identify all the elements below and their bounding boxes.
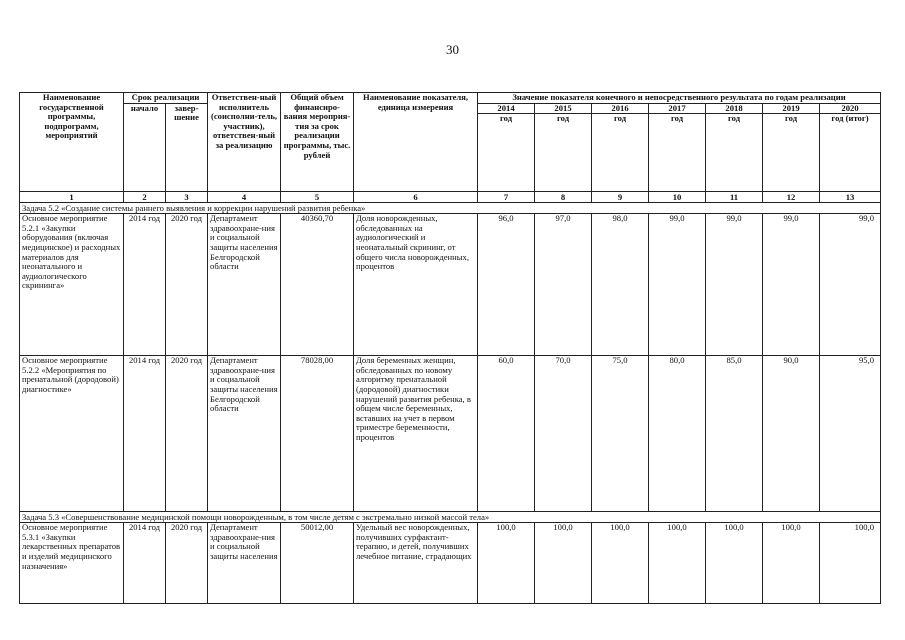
table-row bbox=[20, 523, 881, 604]
header-year-unit: год bbox=[649, 114, 706, 192]
value-cell: 100,0 bbox=[763, 523, 820, 604]
value-cell: 100,0 bbox=[592, 523, 649, 604]
table-row bbox=[20, 214, 881, 356]
header-year: 2015 bbox=[535, 103, 592, 114]
header-period: Срок реализации bbox=[124, 93, 208, 104]
header-funding: Общий объем финансиро-вания мероприя-тия за срок реализации программы, тыс. рублей bbox=[281, 93, 354, 192]
value-cell: 99,0 bbox=[763, 214, 820, 356]
value-cell: 85,0 bbox=[706, 356, 763, 512]
indicator: Удельный вес новорожденных, получивших сурфактант-терапию, и детей, получивших лечебное питание, страдающих bbox=[354, 523, 478, 604]
value-cell: 100,0 bbox=[706, 523, 763, 604]
end-year: 2020 год bbox=[166, 356, 208, 512]
value-cell: 90,0 bbox=[763, 356, 820, 512]
start-year: 2014 год bbox=[124, 523, 166, 604]
executor: Департамент здравоохране-ния и социальной защиты населения Белгородской области bbox=[208, 214, 281, 356]
column-number: 13 bbox=[820, 192, 881, 203]
value-cell: 99,0 bbox=[820, 214, 881, 356]
header-executor: Ответствен-ный исполнитель (соисполни-тель, участник), ответствен-ный за реализацию bbox=[208, 93, 281, 192]
value-cell: 99,0 bbox=[706, 214, 763, 356]
column-number: 9 bbox=[592, 192, 649, 203]
event-name: Основное мероприятие 5.2.1 «Закупки оборудования (включая медицинское) и расходных материалов для неонатального и аудиологического скрининга» bbox=[20, 214, 124, 356]
column-number: 3 bbox=[166, 192, 208, 203]
header-year-unit: год bbox=[763, 114, 820, 192]
column-number: 4 bbox=[208, 192, 281, 203]
column-number: 11 bbox=[706, 192, 763, 203]
header-year-unit: год (итог) bbox=[820, 114, 881, 192]
indicator: Доля беременных женщин, обследованных по новому алгоритму пренатальной (дородовой) диагностики нарушений развития ребенка, в общем числе беременных, вставших на учет в первом триместре беременности, процентов bbox=[354, 356, 478, 512]
task-title: Задача 5.2 «Создание системы раннего выявления и коррекции нарушений развития ребенка» bbox=[20, 203, 881, 214]
indicator: Доля новорожденных, обследованных на аудиологический и неонатальный скрининг, от общего числа новорожденных, процентов bbox=[354, 214, 478, 356]
header-year: 2017 bbox=[649, 103, 706, 114]
header-year: 2016 bbox=[592, 103, 649, 114]
header-name: Наименование государственной программы, подпрограмм, мероприятий bbox=[20, 93, 124, 192]
header-year: 2014 bbox=[478, 103, 535, 114]
column-number: 10 bbox=[649, 192, 706, 203]
funding: 50012,00 bbox=[281, 523, 354, 604]
end-year: 2020 год bbox=[166, 214, 208, 356]
value-cell: 95,0 bbox=[820, 356, 881, 512]
value-cell: 100,0 bbox=[649, 523, 706, 604]
column-number: 12 bbox=[763, 192, 820, 203]
task-title: Задача 5.3 «Совершенствование медицинской помощи новорожденным, в том числе детям с экстремально низкой массой тела» bbox=[20, 512, 881, 523]
header-year-unit: год bbox=[592, 114, 649, 192]
header-values: Значение показателя конечного и непосредственного результата по годам реализации bbox=[478, 93, 881, 104]
column-number: 7 bbox=[478, 192, 535, 203]
value-cell: 75,0 bbox=[592, 356, 649, 512]
value-cell: 80,0 bbox=[649, 356, 706, 512]
start-year: 2014 год bbox=[124, 356, 166, 512]
column-number: 8 bbox=[535, 192, 592, 203]
header-year-unit: год bbox=[478, 114, 535, 192]
value-cell: 98,0 bbox=[592, 214, 649, 356]
value-cell: 70,0 bbox=[535, 356, 592, 512]
value-cell: 99,0 bbox=[649, 214, 706, 356]
table-row bbox=[20, 356, 881, 512]
page-number: 30 bbox=[446, 42, 459, 57]
header-year: 2020 bbox=[820, 103, 881, 114]
column-number: 5 bbox=[281, 192, 354, 203]
header-year-unit: год bbox=[535, 114, 592, 192]
value-cell: 96,0 bbox=[478, 214, 535, 356]
header-indicator: Наименование показателя, единица измерения bbox=[354, 93, 478, 192]
value-cell: 100,0 bbox=[478, 523, 535, 604]
column-number: 1 bbox=[20, 192, 124, 203]
column-number: 2 bbox=[124, 192, 166, 203]
program-table bbox=[19, 92, 881, 604]
header-year-unit: год bbox=[706, 114, 763, 192]
event-name: Основное мероприятие 5.2.2 «Мероприятия по пренатальной (дородовой) диагностике» bbox=[20, 356, 124, 512]
end-year: 2020 год bbox=[166, 523, 208, 604]
start-year: 2014 год bbox=[124, 214, 166, 356]
executor: Департамент здравоохране-ния и социальной защиты населения bbox=[208, 523, 281, 604]
funding: 78028,00 bbox=[281, 356, 354, 512]
event-name: Основное мероприятие 5.3.1 «Закупки лекарственных препаратов и изделий медицинского назначения» bbox=[20, 523, 124, 604]
header-year: 2019 bbox=[763, 103, 820, 114]
header-start: начало bbox=[124, 103, 166, 192]
executor: Департамент здравоохране-ния и социальной защиты населения Белгородской области bbox=[208, 356, 281, 512]
header-end: завер-шение bbox=[166, 103, 208, 192]
column-number: 6 bbox=[354, 192, 478, 203]
funding: 40360,70 bbox=[281, 214, 354, 356]
value-cell: 100,0 bbox=[820, 523, 881, 604]
header-year: 2018 bbox=[706, 103, 763, 114]
value-cell: 60,0 bbox=[478, 356, 535, 512]
value-cell: 100,0 bbox=[535, 523, 592, 604]
value-cell: 97,0 bbox=[535, 214, 592, 356]
